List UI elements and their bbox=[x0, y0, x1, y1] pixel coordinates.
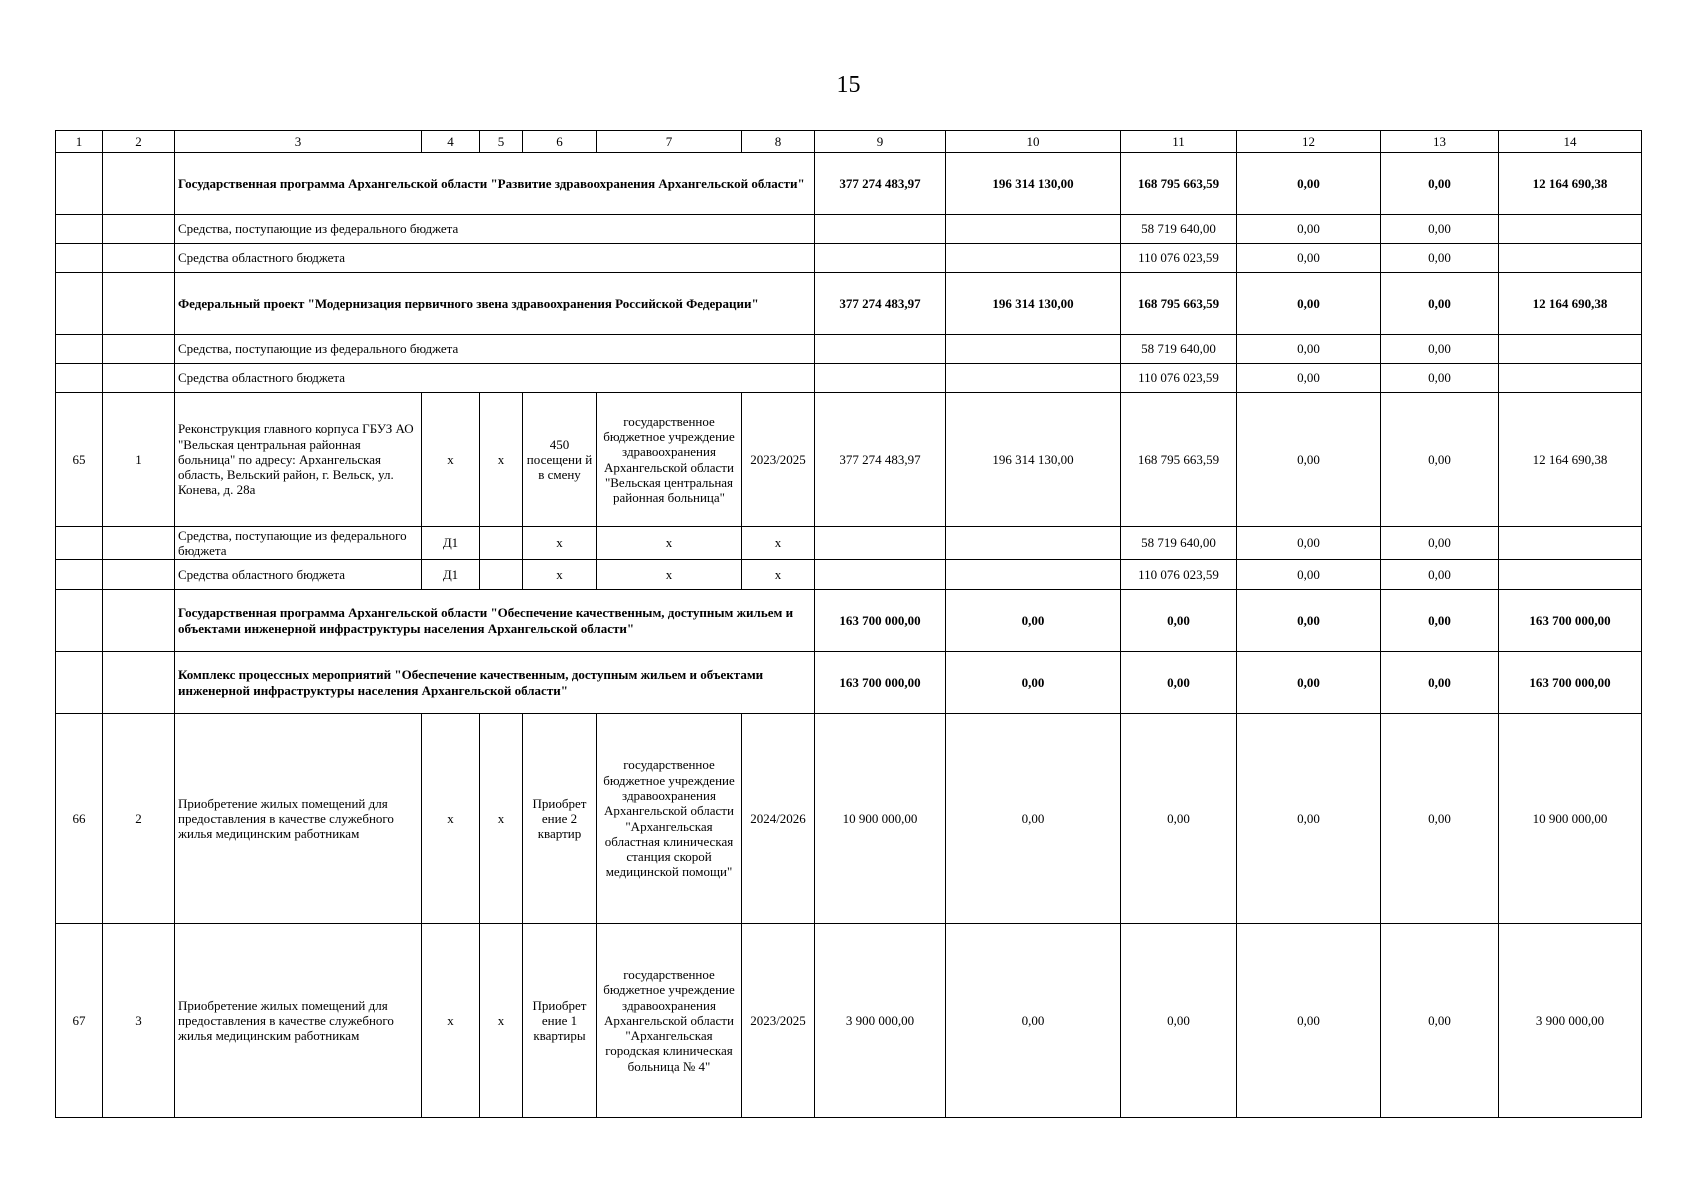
amount-c10: 196 314 130,00 bbox=[946, 273, 1121, 335]
funding-source-label: Средства областного бюджета bbox=[175, 364, 815, 393]
amount-c13: 0,00 bbox=[1381, 335, 1499, 364]
cell-c5: х bbox=[480, 393, 523, 527]
amount-c10: 0,00 bbox=[946, 924, 1121, 1118]
cell-c4: Д1 bbox=[422, 560, 480, 590]
cell-c8: х bbox=[742, 560, 815, 590]
column-number-row bbox=[56, 131, 1642, 153]
period: 2023/2025 bbox=[742, 393, 815, 527]
amount-c14: 3 900 000,00 bbox=[1499, 924, 1642, 1118]
row-number: 67 bbox=[56, 924, 103, 1118]
complex-row bbox=[56, 652, 1642, 714]
amount-c14: 12 164 690,38 bbox=[1499, 273, 1642, 335]
column-number: 9 bbox=[815, 131, 946, 153]
cell-c6: х bbox=[523, 527, 597, 560]
table-row bbox=[56, 924, 1642, 1118]
amount-c9: 377 274 483,97 bbox=[815, 393, 946, 527]
column-number: 7 bbox=[597, 131, 742, 153]
amount-c13: 0,00 bbox=[1381, 215, 1499, 244]
amount-c9: 10 900 000,00 bbox=[815, 714, 946, 924]
cell-c7: х bbox=[597, 560, 742, 590]
amount-c12: 0,00 bbox=[1237, 153, 1381, 215]
amount-c12: 0,00 bbox=[1237, 527, 1381, 560]
amount-c13: 0,00 bbox=[1381, 364, 1499, 393]
funding-source-row bbox=[56, 335, 1642, 364]
period: 2023/2025 bbox=[742, 924, 815, 1118]
amount-c11: 110 076 023,59 bbox=[1121, 364, 1237, 393]
amount-c12: 0,00 bbox=[1237, 273, 1381, 335]
funding-source-row bbox=[56, 527, 1642, 560]
funding-source-row bbox=[56, 244, 1642, 273]
amount-c14: 12 164 690,38 bbox=[1499, 153, 1642, 215]
page-number: 15 bbox=[836, 72, 861, 98]
table-row bbox=[56, 714, 1642, 924]
amount-c13: 0,00 bbox=[1381, 244, 1499, 273]
amount-c12: 0,00 bbox=[1237, 244, 1381, 273]
amount-c12: 0,00 bbox=[1237, 335, 1381, 364]
amount-c11: 58 719 640,00 bbox=[1121, 215, 1237, 244]
amount-c11: 110 076 023,59 bbox=[1121, 244, 1237, 273]
amount-c13: 0,00 bbox=[1381, 590, 1499, 652]
cell-c7: х bbox=[597, 527, 742, 560]
program-title: Государственная программа Архангельской области "Развитие здравоохранения Архангельской области" bbox=[175, 153, 815, 215]
cell-c6: х bbox=[523, 560, 597, 590]
amount-c11: 168 795 663,59 bbox=[1121, 273, 1237, 335]
funding-source-row bbox=[56, 560, 1642, 590]
column-number: 13 bbox=[1381, 131, 1499, 153]
amount-c9: 3 900 000,00 bbox=[815, 924, 946, 1118]
amount-c13: 0,00 bbox=[1381, 924, 1499, 1118]
amount-c14: 163 700 000,00 bbox=[1499, 652, 1642, 714]
program-row bbox=[56, 153, 1642, 215]
amount-c11: 58 719 640,00 bbox=[1121, 335, 1237, 364]
column-number: 3 bbox=[175, 131, 422, 153]
funding-source-row bbox=[56, 364, 1642, 393]
cell-c5: х bbox=[480, 714, 523, 924]
row-number: 66 bbox=[56, 714, 103, 924]
amount-c14: 10 900 000,00 bbox=[1499, 714, 1642, 924]
capacity: Приобрет ение 2 квартир bbox=[523, 714, 597, 924]
funding-source-row bbox=[56, 215, 1642, 244]
funding-source-label: Средства, поступающие из федерального бюджета bbox=[175, 527, 422, 560]
amount-c11: 168 795 663,59 bbox=[1121, 153, 1237, 215]
period: 2024/2026 bbox=[742, 714, 815, 924]
amount-c12: 0,00 bbox=[1237, 393, 1381, 527]
column-number: 10 bbox=[946, 131, 1121, 153]
amount-c9: 163 700 000,00 bbox=[815, 652, 946, 714]
complex-title: Комплекс процессных мероприятий "Обеспечение качественным, доступным жильем и объектами инженерной инфраструктуры населения Архангельской области" bbox=[175, 652, 815, 714]
amount-c13: 0,00 bbox=[1381, 652, 1499, 714]
amount-c11: 110 076 023,59 bbox=[1121, 560, 1237, 590]
amount-c13: 0,00 bbox=[1381, 560, 1499, 590]
amount-c12: 0,00 bbox=[1237, 924, 1381, 1118]
program-title: Государственная программа Архангельской области "Обеспечение качественным, доступным жильем и объектами инженерной инфраструктуры населения Архангельской области" bbox=[175, 590, 815, 652]
column-number: 14 bbox=[1499, 131, 1642, 153]
amount-c13: 0,00 bbox=[1381, 527, 1499, 560]
amount-c11: 168 795 663,59 bbox=[1121, 393, 1237, 527]
cell-c8: х bbox=[742, 527, 815, 560]
object-name: Реконструкция главного корпуса ГБУЗ АО "Вельская центральная районная больница" по адресу: Архангельская область, Вельский район, г. Вельск, ул. Конева, д. 28а bbox=[175, 393, 422, 527]
object-name: Приобретение жилых помещений для предоставления в качестве служебного жилья медицинским работникам bbox=[175, 924, 422, 1118]
amount-c10: 0,00 bbox=[946, 590, 1121, 652]
amount-c12: 0,00 bbox=[1237, 215, 1381, 244]
column-number: 4 bbox=[422, 131, 480, 153]
capacity: Приобрет ение 1 квартиры bbox=[523, 924, 597, 1118]
cell-c4: х bbox=[422, 714, 480, 924]
column-number: 5 bbox=[480, 131, 523, 153]
amount-c11: 0,00 bbox=[1121, 652, 1237, 714]
customer: государственное бюджетное учреждение здравоохранения Архангельской области "Вельская центральная районная больница" bbox=[597, 393, 742, 527]
amount-c9: 377 274 483,97 bbox=[815, 273, 946, 335]
item-number: 1 bbox=[103, 393, 175, 527]
amount-c13: 0,00 bbox=[1381, 714, 1499, 924]
funding-source-label: Средства областного бюджета bbox=[175, 560, 422, 590]
amount-c13: 0,00 bbox=[1381, 273, 1499, 335]
amount-c12: 0,00 bbox=[1237, 714, 1381, 924]
amount-c13: 0,00 bbox=[1381, 393, 1499, 527]
column-number: 8 bbox=[742, 131, 815, 153]
column-number: 11 bbox=[1121, 131, 1237, 153]
capacity: 450 посещени й в смену bbox=[523, 393, 597, 527]
amount-c11: 58 719 640,00 bbox=[1121, 527, 1237, 560]
amount-c12: 0,00 bbox=[1237, 560, 1381, 590]
funding-source-label: Средства, поступающие из федерального бюджета bbox=[175, 215, 815, 244]
amount-c11: 0,00 bbox=[1121, 714, 1237, 924]
amount-c13: 0,00 bbox=[1381, 153, 1499, 215]
column-number: 1 bbox=[56, 131, 103, 153]
customer: государственное бюджетное учреждение здравоохранения Архангельской области "Архангельская областная клиническая станция скорой медицинской помощи" bbox=[597, 714, 742, 924]
column-number: 2 bbox=[103, 131, 175, 153]
table-row bbox=[56, 393, 1642, 527]
funding-source-label: Средства, поступающие из федерального бюджета bbox=[175, 335, 815, 364]
project-title: Федеральный проект "Модернизация первичного звена здравоохранения Российской Федерации" bbox=[175, 273, 815, 335]
amount-c10: 196 314 130,00 bbox=[946, 393, 1121, 527]
cell-c4: х bbox=[422, 393, 480, 527]
amount-c11: 0,00 bbox=[1121, 590, 1237, 652]
cell-c5: х bbox=[480, 924, 523, 1118]
amount-c9: 377 274 483,97 bbox=[815, 153, 946, 215]
amount-c12: 0,00 bbox=[1237, 590, 1381, 652]
amount-c12: 0,00 bbox=[1237, 652, 1381, 714]
project-row bbox=[56, 273, 1642, 335]
customer: государственное бюджетное учреждение здравоохранения Архангельской области "Архангельская городская клиническая больница № 4" bbox=[597, 924, 742, 1118]
column-number: 12 bbox=[1237, 131, 1381, 153]
amount-c10: 196 314 130,00 bbox=[946, 153, 1121, 215]
object-name: Приобретение жилых помещений для предоставления в качестве служебного жилья медицинским работникам bbox=[175, 714, 422, 924]
cell-c4: Д1 bbox=[422, 527, 480, 560]
amount-c10: 0,00 bbox=[946, 652, 1121, 714]
amount-c12: 0,00 bbox=[1237, 364, 1381, 393]
amount-c11: 0,00 bbox=[1121, 924, 1237, 1118]
amount-c10: 0,00 bbox=[946, 714, 1121, 924]
row-number: 65 bbox=[56, 393, 103, 527]
financing-table bbox=[55, 130, 1642, 1118]
item-number: 3 bbox=[103, 924, 175, 1118]
program-row bbox=[56, 590, 1642, 652]
cell-c4: х bbox=[422, 924, 480, 1118]
amount-c9: 163 700 000,00 bbox=[815, 590, 946, 652]
column-number: 6 bbox=[523, 131, 597, 153]
amount-c14: 163 700 000,00 bbox=[1499, 590, 1642, 652]
funding-source-label: Средства областного бюджета bbox=[175, 244, 815, 273]
amount-c14: 12 164 690,38 bbox=[1499, 393, 1642, 527]
item-number: 2 bbox=[103, 714, 175, 924]
